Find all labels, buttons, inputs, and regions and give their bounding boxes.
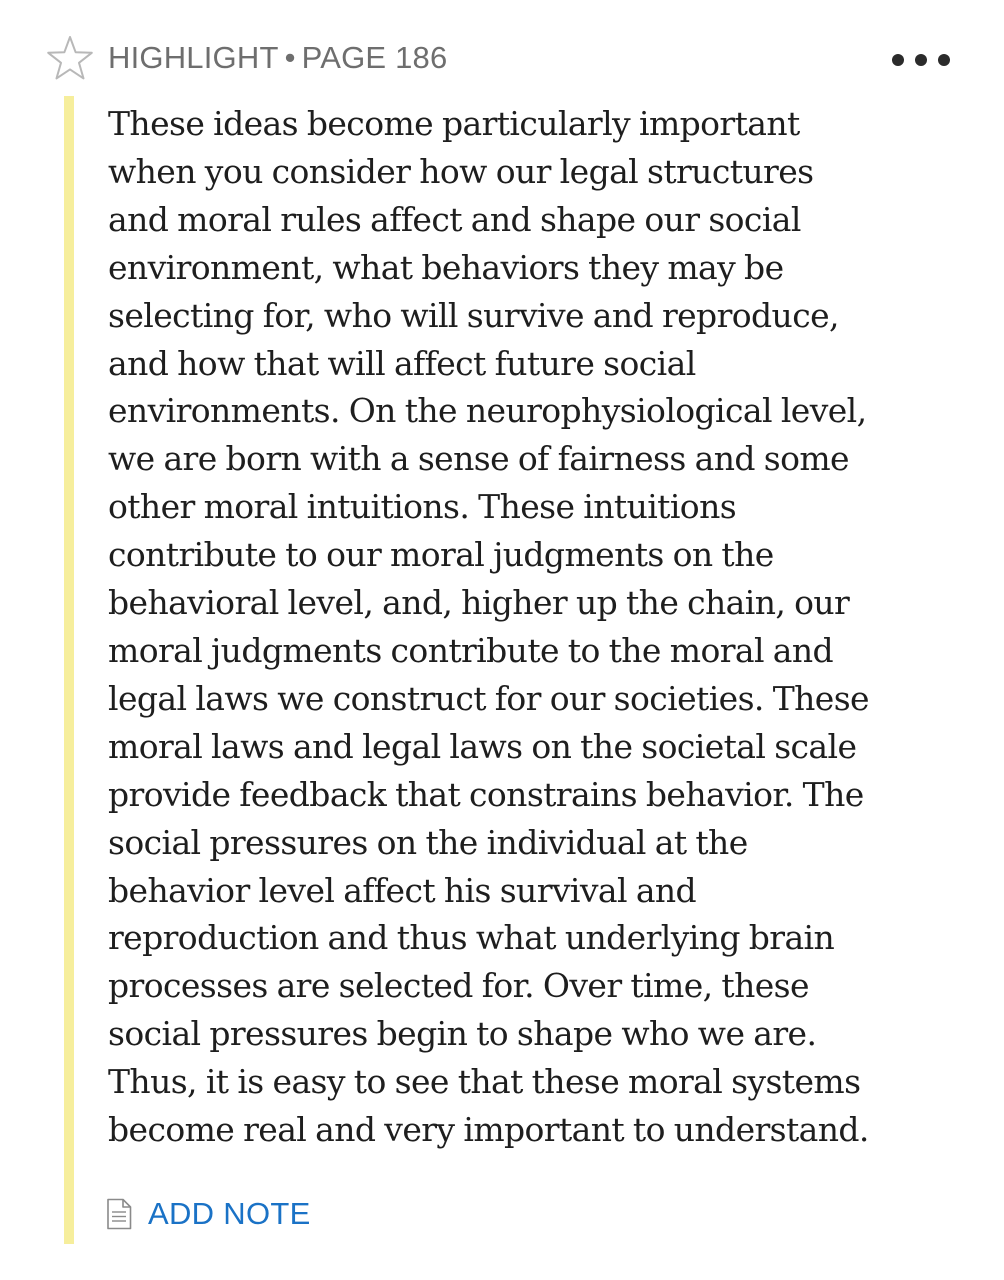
more-options-button[interactable] — [892, 48, 950, 72]
passage-line: and moral rules affect and shape our social — [108, 199, 801, 239]
more-dot-icon — [938, 54, 950, 66]
highlight-color-bar — [64, 96, 74, 1244]
highlight-header — [46, 32, 956, 88]
passage-line: we are born with a sense of fairness and some — [108, 439, 849, 479]
passage-line: other moral intuitions. These intuitions — [108, 487, 737, 527]
passage-line: provide feedback that constrains behavior. The — [108, 774, 864, 814]
add-note-label: ADD NOTE — [148, 1196, 311, 1231]
star-outline-icon[interactable] — [46, 34, 94, 82]
passage-line: environments. On the neurophysiological level, — [108, 391, 867, 431]
highlight-location-label — [108, 40, 447, 76]
page-number-label: PAGE 186 — [301, 40, 448, 75]
passage-line: behavioral level, and, higher up the chain, our — [108, 583, 850, 623]
passage-line: reproduction and thus what underlying brain — [108, 918, 835, 958]
passage-line: selecting for, who will survive and reproduce, — [108, 295, 839, 335]
highlighted-passage[interactable] — [108, 100, 988, 1154]
more-dot-icon — [892, 54, 904, 66]
passage-line: social pressures begin to shape who we are. — [108, 1014, 817, 1054]
passage-line: environment, what behaviors they may be — [108, 247, 784, 287]
passage-line: These ideas become particularly important — [108, 104, 800, 143]
passage-line: social pressures on the individual at the — [108, 822, 748, 862]
more-dot-icon — [915, 54, 927, 66]
passage-line: processes are selected for. Over time, these — [108, 966, 809, 1006]
passage-line: moral judgments contribute to the moral and — [108, 630, 834, 670]
passage-line: become real and very important to understand. — [108, 1110, 869, 1150]
passage-line: and how that will affect future social — [108, 343, 696, 383]
passage-line: behavior level affect his survival and — [108, 870, 697, 910]
passage-line: legal laws we construct for our societies. These — [108, 678, 869, 718]
passage-line: when you consider how our legal structures — [108, 151, 814, 191]
note-document-icon — [106, 1198, 132, 1230]
passage-line: Thus, it is easy to see that these moral systems — [108, 1062, 861, 1102]
header-separator: • — [284, 40, 296, 75]
highlight-type-label: HIGHLIGHT — [108, 40, 279, 75]
passage-line: moral laws and legal laws on the societal scale — [108, 726, 857, 766]
passage-line: contribute to our moral judgments on the — [108, 535, 774, 575]
